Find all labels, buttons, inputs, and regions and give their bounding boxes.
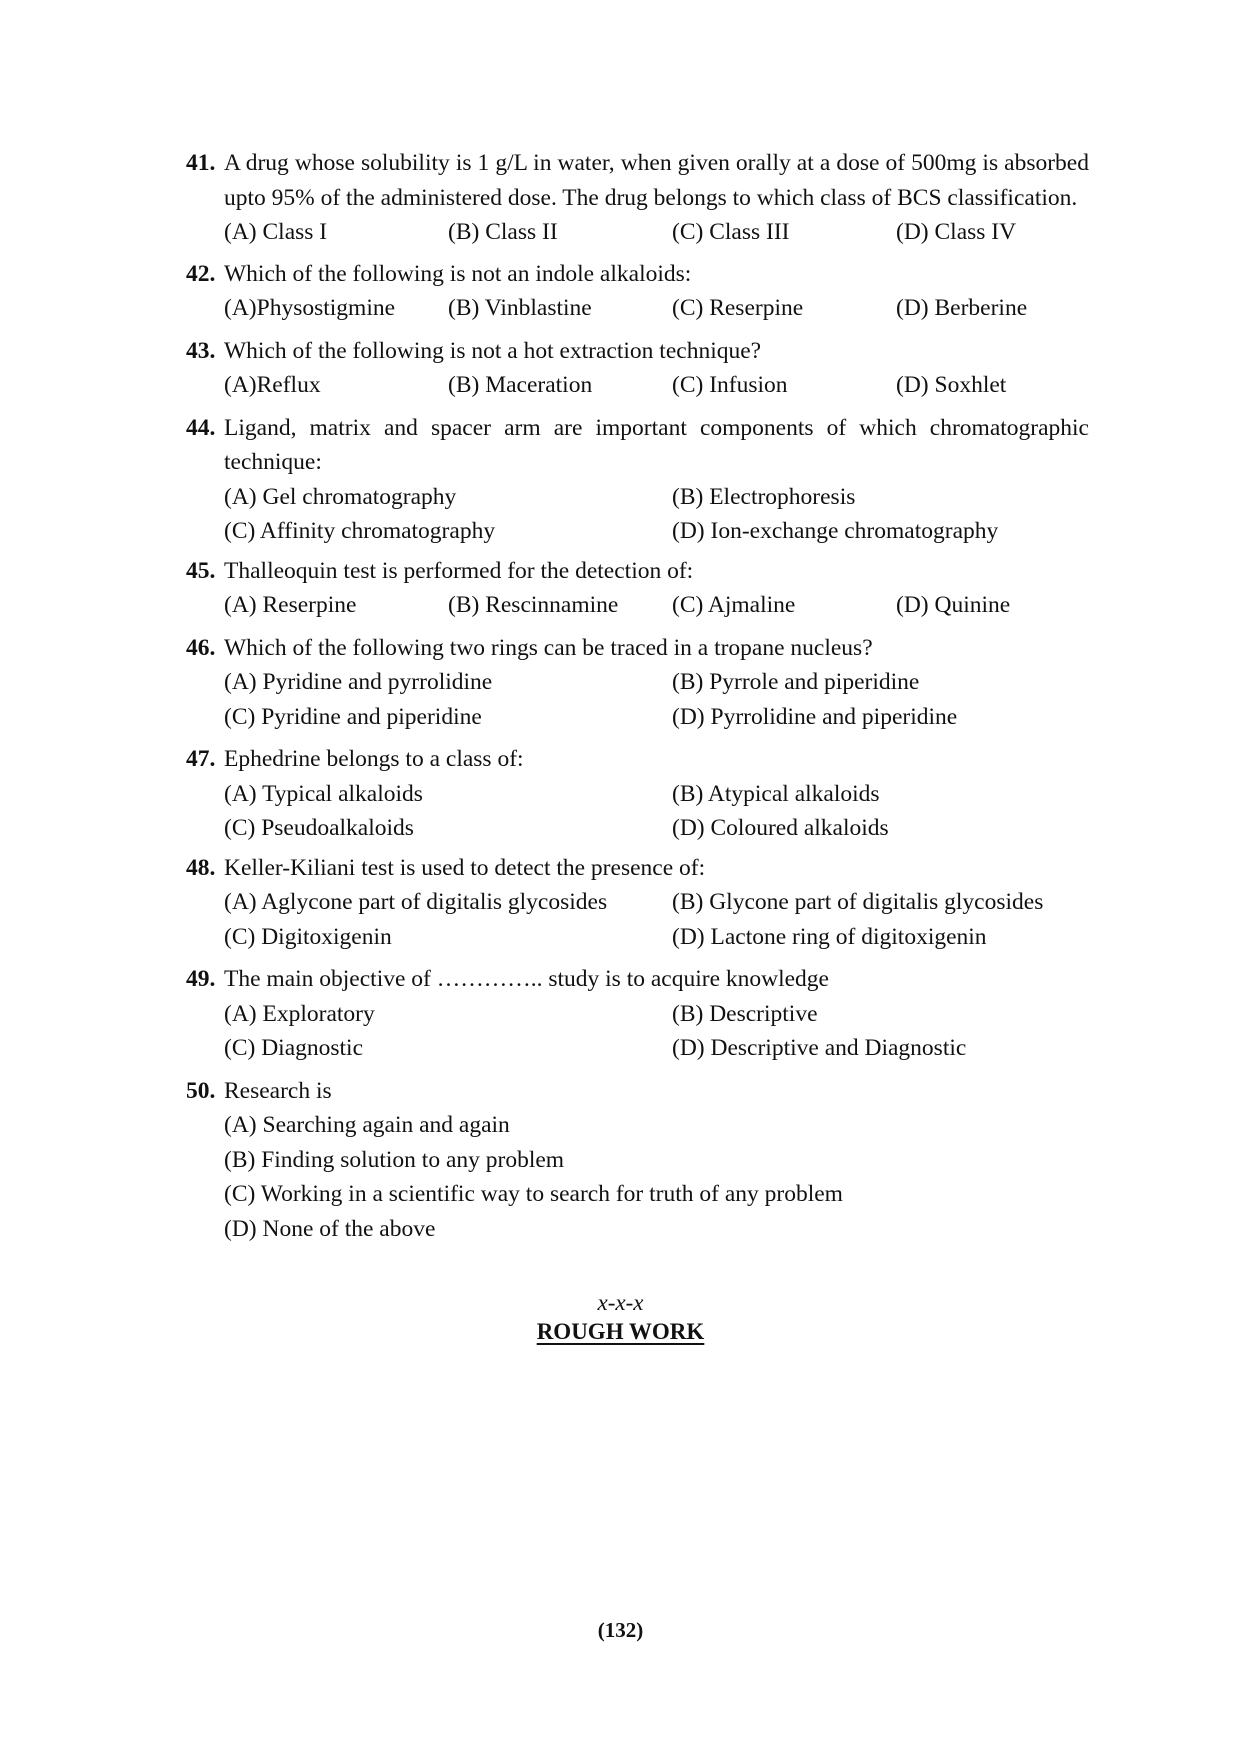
options [224,885,1089,954]
rough-work-heading [0,1319,1241,1345]
options [224,997,1089,1066]
rough-work-heading-text: ROUGH WORK [536,1319,705,1344]
option-b: (B) Descriptive [672,1000,818,1027]
option-c: (C) Pseudoalkaloids [224,815,414,841]
option-b: (B) Maceration [448,372,593,398]
option-c: (C) Ajmaline [672,592,796,618]
question-50 [186,1074,1089,1247]
option-b: (B) Electrophoresis [672,483,856,510]
question-text: Which of the following is not a hot extraction technique? [224,337,762,364]
option-d: (D) Ion-exchange chromatography [672,518,999,544]
question-text: Ligand, matrix and spacer arm are important components of which chromatographic technique: [224,414,1089,475]
question-text: A drug whose solubility is 1 g/L in water, when given orally at a dose of 500mg is absorbed upto 95% of the administered dose. The drug belongs to which class of BCS classification. [224,150,1089,211]
option-c: (C) Pyridine and piperidine [224,703,482,730]
question-49 [186,962,1089,1066]
question-number: 46. [186,634,216,661]
options [224,1108,1089,1246]
question-number: 41. [186,150,216,176]
question-number: 48. [186,854,216,881]
option-c: (C) Digitoxigenin [224,923,392,950]
question-number: 45. [186,557,216,584]
option-a: (A)Reflux [224,372,321,398]
option-a: (A) Exploratory [224,1000,375,1027]
option-d: (D) Class IV [896,219,1017,245]
option-a: (A) Gel chromatography [224,483,457,510]
question-48 [186,851,1089,955]
option-c: (C) Class III [672,219,790,245]
question-44 [186,411,1089,549]
question-text: Which of the following two rings can be traced in a tropane nucleus? [224,634,873,661]
option-b: (B) Rescinnamine [448,592,619,618]
option-a: (A) Searching again and again [224,1112,510,1138]
question-46 [186,631,1089,735]
option-c: (C) Infusion [672,372,788,398]
page-number: (132) [597,1618,644,1642]
option-c: (C) Working in a scientific way to search for truth of any problem [224,1181,843,1207]
option-a: (A) Typical alkaloids [224,780,423,807]
option-c: (C) Reserpine [672,295,804,321]
option-d: (D) None of the above [224,1215,436,1242]
question-text: Thalleoquin test is performed for the detection of: [224,557,694,584]
option-b: (B) Atypical alkaloids [672,780,880,807]
question-number: 42. [186,260,216,287]
question-text: Keller-Kiliani test is used to detect the presence of: [224,854,706,881]
options [224,291,1089,326]
option-a: (A) Reserpine [224,592,357,618]
question-number: 50. [186,1077,216,1104]
option-d: (D) Descriptive and Diagnostic [672,1035,967,1061]
question-number: 44. [186,414,216,441]
option-d: (D) Quinine [896,592,1011,618]
options [224,665,1089,734]
option-b: (B) Glycone part of digitalis glycosides [672,889,1044,915]
end-of-questions-mark: x-x-x [597,1290,644,1315]
option-d: (D) Coloured alkaloids [672,815,889,841]
question-text: Research is [224,1077,332,1104]
question-number: 43. [186,337,216,364]
question-text: Which of the following is not an indole alkaloids: [224,260,692,287]
option-a: (A)Physostigmine [224,295,396,321]
option-b: (B) Pyrrole and piperidine [672,669,920,695]
option-a: (A) Aglycone part of digitalis glycosides [224,889,608,915]
option-d: (D) Berberine [896,295,1028,321]
question-47 [186,742,1089,846]
question-43 [186,334,1089,403]
options [224,588,1089,623]
option-a: (A) Pyridine and pyrrolidine [224,669,493,695]
option-c: (C) Affinity chromatography [224,518,496,544]
option-d: (D) Lactone ring of digitoxigenin [672,923,987,950]
question-45 [186,554,1089,623]
options [224,480,1089,549]
option-b: (B) Class II [448,219,558,245]
options [224,368,1089,403]
question-list [186,146,1089,1246]
options [224,215,1089,250]
question-text: Ephedrine belongs to a class of: [224,746,524,772]
question-text: The main objective of ………….. study is to acquire knowledge [224,966,829,992]
question-number: 47. [186,746,216,772]
question-41 [186,146,1089,250]
options [224,777,1089,846]
option-d: (D) Soxhlet [896,372,1007,398]
question-42 [186,257,1089,326]
question-number: 49. [186,966,216,992]
option-b: (B) Vinblastine [448,295,592,321]
option-b: (B) Finding solution to any problem [224,1146,565,1173]
option-a: (A) Class I [224,219,328,245]
option-c: (C) Diagnostic [224,1035,364,1061]
option-d: (D) Pyrrolidine and piperidine [672,703,958,730]
